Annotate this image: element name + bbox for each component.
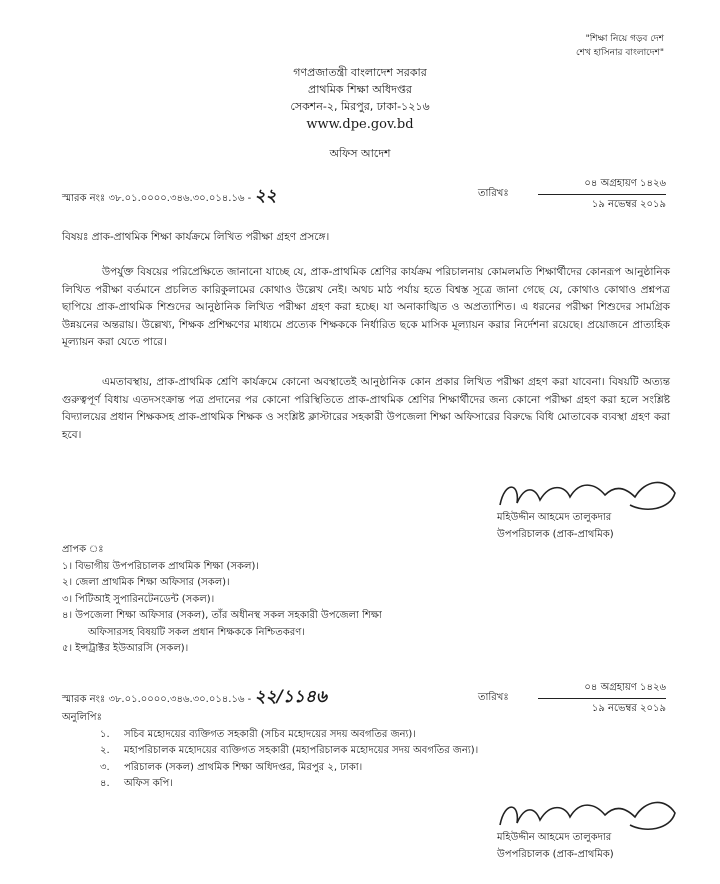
signatory-designation: উপপরিচালক (প্রাক-প্রাথমিক)	[497, 849, 614, 860]
memo-number-copy: স্মারক নংঃ ৩৮.০১.০০০০.৩৪৬.৩০.০১৪.১৬ - ২২/১১৪৬	[62, 687, 327, 707]
list-item: ৩। পিটিআই সুপারিনটেনডেন্ট (সকল)।	[62, 593, 215, 605]
signatory-name: মহিউদ্দীন আহমেদ তালুকদার	[497, 832, 612, 843]
body-paragraph: এমতাবস্থায়, প্রাক-প্রাথমিক শ্রেণি কার্যক্রমে কোনো অবস্থাতেই আনুষ্ঠানিক কোন প্রকার লিখিত পরীক্ষা গ্রহণ করা যাবেনা। বিষয়টি অত্যন্ত গুরুত্বপূর্ণ বিধায় এতদসংক্রান্ত পত্র প্রদানের পর কোনো পরিস্থিতিতে প্রাক-প্রাথমিক শ্রেণির শিক্ষার্থীদের জন্য কোনো পরীক্ষা গ্রহণ করা হলে সংশ্লিষ্ট বিদ্যালয়ের প্রধান শিক্ষকসহ প্রাক-প্রাথমিক শিক্ষক ও সংশ্লিষ্ট ক্লাস্টারের সহকারী উপজেলা শিক্ষা অফিসারের বিরুদ্ধে বিধি মোতাবেক ব্যবস্থা গ্রহণ করা হবে।	[62, 376, 670, 441]
date-block	[538, 177, 666, 212]
government-name: গণপ্রজাতন্ত্রী বাংলাদেশ সরকার	[293, 66, 427, 79]
recipients-label: প্রাপক ঃ	[62, 544, 104, 555]
website: www.dpe.gov.bd	[306, 117, 414, 132]
list-item: ১. সচিব মহোদয়ের ব্যক্তিগত সহকারী (সচিব মহোদয়ের সদয় অবগতির জন্য)।	[100, 728, 416, 740]
list-item: ২. মহাপরিচালক মহোদয়ের ব্যক্তিগত সহকারী (মহাপরিচালক মহোদয়ের সদয় অবগতির জন্য)।	[100, 745, 479, 756]
list-item: ৪। উপজেলা শিক্ষা অফিসার (সকল), তাঁর অধীনস্থ সকল সহকারী উপজেলা শিক্ষা	[62, 610, 382, 621]
list-item: ৫। ইন্সট্রাক্টর ইউআরসি (সকল)।	[62, 643, 189, 654]
letterhead	[0, 64, 720, 135]
document-title: অফিস আদেশ	[329, 147, 391, 160]
copies-label: অনুলিপিঃ	[62, 712, 102, 723]
handwritten-number: ২২/১১৪৬	[254, 687, 327, 707]
motto-line: "শিক্ষা নিয়ে গড়ব দেশ	[585, 34, 664, 44]
list-item: অফিসারসহ বিষয়টি সকল প্রধান শিক্ষককে নিশ্চিতকরণ।	[88, 626, 305, 638]
date-divider	[538, 194, 666, 195]
copies-list	[62, 710, 478, 793]
date-gregorian: ১৯ নভেম্বর ২০১৯	[591, 703, 666, 714]
directorate-name: প্রাথমিক শিক্ষা অধিদপ্তর	[308, 83, 412, 96]
motto	[576, 32, 664, 60]
handwritten-number: ২২	[254, 186, 277, 206]
list-item: ৪. অফিস কপি।	[100, 778, 173, 789]
memo-label: স্মারক নং	[62, 193, 106, 204]
signatory-name: মহিউদ্দীন আহমেদ তালুকদার	[497, 512, 612, 523]
date-bangla: ০৪ অগ্রহায়ণ ১৪২৬	[584, 682, 666, 693]
list-item: ২। জেলা প্রাথমিক শিক্ষা অফিসার (সকল)।	[62, 577, 230, 588]
date-bangla: ০৪ অগ্রহায়ণ ১৪২৬	[584, 178, 666, 189]
date-label: তারিখঃ	[478, 188, 509, 199]
body-paragraph: উপর্যুক্ত বিষয়ের পরিপ্রেক্ষিতে জানানো যাচ্ছে যে, প্রাক-প্রাথমিক শ্রেণির কার্যক্রম পরিচালনায় কোমলমতি শিক্ষার্থীদের কোনরূপ আনুষ্ঠানিক লিখিত পরীক্ষা বর্তমানে প্রচলিত কারিকুলামের কোথাও উল্লেখ নেই। অথচ মাঠ পর্যায় হতে বিশ্বস্ত সূত্রে জানা গেছে যে, কোথাও কোথাও প্রশ্নপত্র ছাপিয়ে প্রাক-প্রাথমিক শিশুদের আনুষ্ঠানিক লিখিত পরীক্ষা গ্রহণ করা হচ্ছে। যা অনাকাঙ্খিত ও অপ্রত্যাশিত। এ ধরনের পরীক্ষা শিশুদের সামগ্রিক উন্নয়নের অন্তরায়। উল্লেখ্য, শিক্ষক প্রশিক্ষণের মাধ্যমে প্রত্যেক শিক্ষককে নির্ধারিত ছকে মাসিক মূল্যায়ন করার নির্দেশনা রয়েছে। প্রয়োজনে প্রাত্যহিক মূল্যায়ন করা যেতে পারে।	[62, 266, 670, 348]
memo-value: ৩৮.০১.০০০০.৩৪৬.৩০.০১৪.১৬ -	[108, 193, 252, 204]
date-gregorian: ১৯ নভেম্বর ২০১৯	[591, 199, 666, 210]
signatory-block	[497, 829, 614, 863]
date-label: তারিখঃ	[478, 692, 509, 703]
recipients-list	[62, 542, 382, 658]
date-block	[538, 681, 666, 716]
signatory-designation: উপপরিচালক (প্রাক-প্রাথমিক)	[497, 529, 614, 540]
motto-line: শেখ হাসিনার বাংলাদেশ"	[575, 48, 664, 58]
memo-value: ৩৮.০১.০০০০.৩৪৬.৩০.০১৪.১৬ -	[108, 694, 252, 705]
subject: বিষয়ঃ প্রাক-প্রাথমিক শিক্ষা কার্যক্রমে লিখিত পরীক্ষা গ্রহণ প্রসঙ্গে।	[62, 231, 330, 243]
signatory-block	[497, 509, 614, 543]
date-divider	[538, 698, 666, 699]
list-item: ১। বিভাগীয় উপপরিচালক প্রাথমিক শিক্ষা (সকল)।	[62, 560, 259, 572]
memo-label: স্মারক নং	[62, 694, 106, 705]
list-item: ৩. পরিচালক (সকল) প্রাথমিক শিক্ষা অধিদপ্তর, মিরপুর ২, ঢাকা।	[100, 761, 363, 773]
address: সেকশন-২, মিরপুর, ঢাকা-১২১৬	[290, 100, 430, 113]
memo-number: স্মারক নংঃ ৩৮.০১.০০০০.৩৪৬.৩০.০১৪.১৬ - ২২	[62, 186, 277, 206]
